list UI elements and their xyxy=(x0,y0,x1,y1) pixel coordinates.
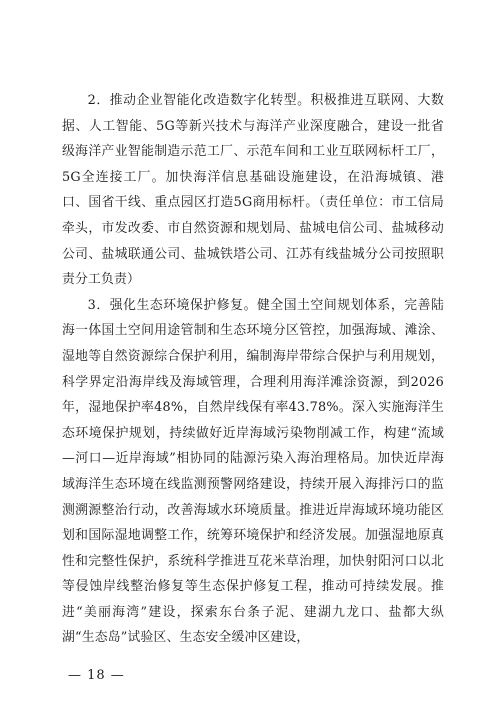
page-number: — 18 — xyxy=(68,668,125,683)
document-body xyxy=(62,88,444,651)
paragraph-item-3: 3．强化生态环境保护修复。健全国土空间规划体系，完善陆海一体国土空间用途管制和生态环境分区管控，加强海域、滩涂、湿地等自然资源综合保护利用，编制海岸带综合保护与利用规划，科学界定沿海岸线及海域管理，合理利用海洋滩涂资源，到2026年，湿地保护率48%，自然岸线保有率43.78%。深入实施海洋生态环境保护规划，持续做好近岸海域污染物削减工作，构建“流域—河口—近岸海域”相协同的陆源污染入海治理格局。加快近岸海域海洋生态环境在线监测预警网络建设，持续开展入海排污口的监测溯源整治行动，改善海域水环境质量。推进近岸海域环境功能区划和国际湿地调整工作，统筹环境保护和经济发展。加强湿地原真性和完整性保护，系统科学推进互花米草治理，加快射阳河口以北等侵蚀岸线整治修复等生态保护修复工程，推动可持续发展。推进“美丽海湾”建设，探索东台条子泥、建湖九龙口、盐都大纵湖“生态岛”试验区、生态安全缓冲区建设， xyxy=(62,297,444,646)
paragraph-item-2: 2．推动企业智能化改造数字化转型。积极推进互联网、大数据、人工智能、5G等新兴技术与海洋产业深度融合，建设一批省级海洋产业智能制造示范工厂、示范车间和工业互联网标杆工厂，5G全连接工厂。加快海洋信息基础设施建设，在沿海城镇、港口、国省干线、重点园区打造5G商用标杆。（责任单位：市工信局牵头，市发改委、市自然资源和规划局、盐城电信公司、盐城移动公司、盐城联通公司、盐城铁塔公司、江苏有线盐城分公司按照职责分工负责） xyxy=(62,93,444,288)
